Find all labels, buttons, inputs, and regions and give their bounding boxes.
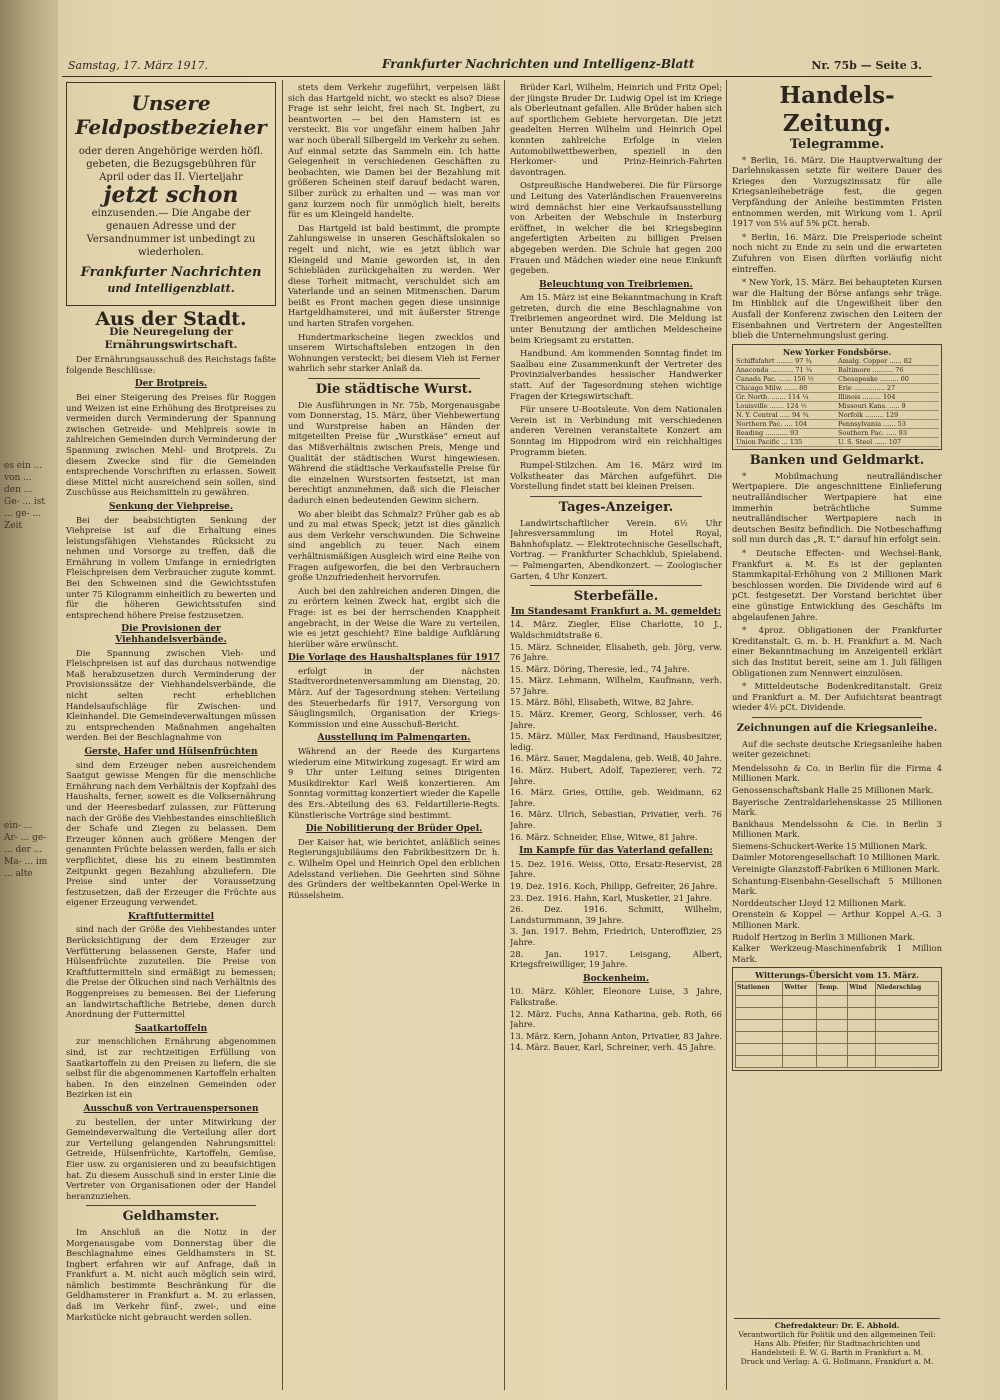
feldpost-text-1: oder deren Angehörige werden höfl. gebeten, die Bezugsgebühren für April oder das II. Vierteljahr	[78, 146, 264, 183]
stock-quote: Anaconda ........... 71 ¼	[735, 366, 837, 375]
weather-cell	[875, 1043, 938, 1055]
column-3	[510, 82, 722, 1392]
article-paragraph: Für unsere U-Bootsleute. Von dem Nationalen Verein ist in Verbindung mit verschiedenen anderen Vereinen veranstaltete Konzert am Sonntag im Hippodrom wird ein reichhaltiges Programm bieten.	[510, 404, 722, 457]
binding-gutter	[0, 0, 58, 1400]
article-paragraph: Bei der beabsichtigten Senkung der Viehpreise ist auf die Erhaltung eines leistungsfähigen Viehstandes Rücksicht zu nehmen und Vorsorge zu treffen, daß die Ernährung in vollem Umfange in erniedrigten Fleischpreisen dem Verbraucher zugute kommt. Bei den Schweinen sind die Gewichtsstufen unter 75 Kilogramm einheitlich zu bewerten und für die höheren Gewichtsstufen sind entsprechend höhere Preise festzusetzen.	[66, 514, 276, 620]
article-title: Sterbefälle.	[573, 589, 659, 605]
header-issue: Nr. 75b — Seite 3.	[811, 59, 922, 72]
stock-quote: Northern Pac. .... 104	[735, 420, 837, 429]
article-paragraph: * 4proz. Obligationen der Frankfurter Kreditanstalt. G. m. b. H. Frankfurt a. M. Nach einer Bekanntmachung im Anzeigenteil erklärt sich das Institut bereit, seine am 1. Juli fälligen Obligationen zum Nennwert einzulösen.	[732, 625, 942, 678]
gutter-fragment: es ein ... von ... den ... Ge- ... ist ... ge- ... Zeit	[4, 461, 45, 531]
imprint-responsible: Verantwortlich für Politik und den allgemeinen Teil: Hans Alb. Pfeifer; für Stadtnachrichten und Handelsteil: E. W. G. Barth in Frankfurt a. M.	[738, 1330, 936, 1357]
weather-cell	[817, 1031, 848, 1043]
subscription-entry: Norddeutscher Lloyd 12 Millionen Mark.	[732, 897, 907, 908]
death-notice-entry: 15. März. Kremer, Georg, Schlosser, verh. 46 Jahre.	[510, 709, 722, 730]
subheading: Kraftfuttermittel	[127, 911, 215, 922]
weather-cell	[817, 1043, 848, 1055]
stock-quote: Union Pacific ... 135	[735, 438, 837, 447]
weather-cell	[736, 1019, 783, 1031]
article-paragraph: Die Spannung zwischen Vieh- und Fleischpreisen ist auf das durchaus notwendige Maß herabzusetzen durch Verminderung der Provisionssätze der Viehhandelsverbände, die nicht selten recht erheblichen Handelsaufschläge für Zwischen- und Kleinhandel. Die Gemeindeverwaltungen müssen zu entsprechenden Maßnahmen angehalten werden. Bei der Beschlagnahme von	[66, 647, 276, 743]
weather-cell	[817, 1007, 848, 1019]
stock-quote: Chesapeake ......... 60	[837, 375, 939, 384]
weather-cell	[848, 995, 875, 1007]
stock-quote: Schiffsfahrt ........ 97 ¾	[735, 357, 837, 366]
weather-cell	[848, 1007, 875, 1019]
weather-cell	[783, 1043, 817, 1055]
stock-quote: Illinois ......... 104	[837, 393, 939, 402]
weather-column-header: Temp.	[817, 982, 848, 996]
article-paragraph: * New York, 15. März. Bei behaupteten Kursen war die Haltung der Börse anfangs sehr träge. Im Hinblick auf die Ungewißheit über den Ausfall der Konferenz zwischen den Leitern der Eisenbahnen und Vertretern der Angestellten blieb die Unternehmungslust gering.	[732, 277, 942, 341]
page-header	[62, 56, 932, 77]
article-title: Die städtische Wurst.	[315, 382, 473, 398]
divider	[308, 378, 480, 379]
article-paragraph: Während an der Reede des Kurgartens wiederum eine Mitwirkung zugesagt. Er wird am 9 Uhr unter Leitung seines Dirigenten Musikdirektor Karl Weiß konzertieren. Am Sonntag vormittag konzertiert wieder die Kapelle des Ers.-Abteilung des 63. Feldartillerie-Regts. Künstlerische Vorträge sind bestimmt.	[288, 746, 500, 820]
stock-exchange-table	[732, 344, 942, 451]
subscription-list	[732, 763, 942, 965]
fallen-soldier-entry: 26. Dez. 1916. Schmitt, Wilhelm, Landsturmmann, 39 Jahre.	[510, 904, 722, 925]
fallen-soldier-entry: 19. Dez. 1916. Koch, Philipp, Gefreiter, 26 Jahre.	[510, 880, 718, 891]
column-rule	[282, 80, 283, 1390]
stock-quote: Amalg. Copper ...... 82	[837, 357, 939, 366]
article-paragraph: * Mobilmachung neutralländischer Wertpapiere. Die angeschnittene Einlieferung neutralländischer Wertpapiere hat eine immerhin beträchtliche Summe neutralländischer Wertpapiere nach in deutschen Besitz befindlich. Die Notbeschaffung soll nun durch das „R. T.“ darauf hin erfolgt sein.	[732, 470, 942, 545]
death-notice-entry: 16. März. Hubert, Adolf, Tapezierer, verh. 72 Jahre.	[510, 765, 722, 786]
article-paragraph: Der Kaiser hat, wie berichtet, anläßlich seines Regierungsjubiläums den Fabrikbesitzern Dr. h. c. Wilhelm Opel und Heinrich Opel den erblichen Adelsstand verliehen. Die Geehrten sind Söhne des Gründers der weltbekannten Opel-Werke in Rüsselsheim.	[288, 836, 500, 900]
subscription-entry: Orenstein & Koppel — Arthur Koppel A.-G. 3 Millionen Mark.	[732, 909, 942, 931]
weather-row	[736, 1007, 939, 1019]
feldpost-emphasis: jetzt schon	[103, 182, 239, 208]
feldpost-text-2: einzusenden.— Die Angabe der genauen Adresse und der Versandnummer ist unbedingt zu wiederholen.	[86, 207, 256, 258]
article-paragraph: Die Ausführungen in Nr. 75b, Morgenausgabe vom Donnerstag, 15. März, über Viehbewertung und Wurstpreise haben an Händen der mitgeteilten Preise für „Wurstkäse“ erneut auf das Mißverhältnis zwischen Preis, Menge und Qualität der städtischen Wurst hingewiesen. Während die städtische Verkaufsstelle Preise für die einzelnen Wurstsorten festsetzt, ist man berechtigt anzunehmen, daß sich die Fleischer dadurch einen bedeutenden Gewinn sichern.	[288, 399, 500, 505]
death-notice-entry: 15. März. Böhl, Elisabeth, Witwe, 82 Jahre.	[510, 697, 694, 708]
feldpost-title: Unsere Feldpostbezieher	[75, 91, 267, 139]
section-title: Aus der Stadt.	[95, 307, 247, 330]
death-notice-entry: 13. März. Kern, Johann Anton, Privatier, 83 Jahre.	[510, 1030, 722, 1041]
weather-column-header: Wind	[848, 982, 875, 996]
header-paper-name: Frankfurter Nachrichten und Intelligenz-Blatt	[382, 57, 695, 71]
stock-grid	[735, 357, 939, 447]
subheading: Beleuchtung von Treibriemen.	[539, 279, 693, 290]
article-paragraph: zu bestellen, der unter Mitwirkung der Gemeindeverwaltung die Verteilung aller dort zur Verteilung gelangenden Nahrungsmittel: Getreide, Hülsenfrüchte, Kartoffeln, Gemüse, Eier usw. zu organisieren und zu beaufsichtigen hat. Zu diesem Ausschuß sind in erster Linie die Vertreter von Organisationen oder der Handel heranzuziehen.	[66, 1116, 276, 1201]
death-notice-entry: 15. März. Müller, Max Ferdinand, Hausbesitzer, ledig.	[510, 731, 722, 752]
stock-quote: Reading ........... 93	[735, 429, 837, 438]
article-paragraph: Im Anschluß an die Notiz in der Morgenausgabe vom Donnerstag über die Beschlagnahme eines Geldhamsters in St. Ingbert erfahren wir auf Anfrage, daß in Frankfurt a. M. nicht auch möglich sein wird, nämlich bestimmte Beschränkung für die Geldhamsterer in Frankfurt a. M. zu erlassen, daß im Verkehr fünf-, zwei-, und eine Markstücke nicht gebraucht werden sollen.	[66, 1226, 276, 1322]
weather-row	[736, 1043, 939, 1055]
article-paragraph: Handbund. Am kommenden Sonntag findet im Saalbau eine Zusammenkunft der Vertreter des Provinzialverbandes hessischer Handwerker statt. Auf der Tagesordnung stehen wichtige Fragen der Kriegswirtschaft.	[510, 348, 722, 401]
subscription-entry: Mendelssohn & Co. in Berlin für die Firma 4 Millionen Mark.	[732, 762, 942, 784]
article-title: Geldhamster.	[122, 1209, 220, 1225]
weather-cell	[848, 1055, 875, 1067]
death-notice-entry: 14. März. Bauer, Karl, Schreiner, verh. 45 Jahre.	[510, 1042, 716, 1053]
weather-cell	[848, 1031, 875, 1043]
imprint	[734, 1318, 940, 1366]
divider	[752, 717, 922, 718]
subheading: Ausschuß von Vertrauenspersonen	[83, 1103, 259, 1114]
imprint-editor: Chefredakteur: Dr. E. Abhold.	[774, 1321, 900, 1330]
column-rule	[504, 80, 505, 1390]
article-paragraph: * Deutsche Effecten- und Wechsel-Bank, Frankfurt a. M. Es ist der geplanten Stammkapital-Erhöhung von 2 Millionen Mark beschlossen worden. Die Dividende wird auf 6 pCt. festgesetzt. Der Vorstand berichtet über eine günstige Entwicklung des Geschäfts im abgelaufenen Jahre.	[732, 548, 942, 622]
column-2	[288, 82, 500, 1392]
article-paragraph: * Berlin, 16. März. Die Hauptverwaltung der Darlehnskassen setzte für weitere Dauer des Krieges den Vorzugszinssatz für alle Kriegsanleihebeträge fest, die gegen Verpfändung der Anleihe bestimmten Fristen entnommen werden, mit Wirkung vom 1. April 1917 von 5⅛ auf 5% pCt. herab.	[732, 154, 942, 229]
stock-quote: U. S. Steel ...... 107	[837, 438, 939, 447]
weather-cell	[875, 1007, 938, 1019]
header-date: Samstag, 17. März 1917.	[68, 59, 209, 72]
subheading: Bockenheim.	[583, 973, 649, 984]
article-paragraph: stets dem Verkehr zugeführt, verpeisen läßt sich das Hartgeld nicht, wo steckt es also? Diese Frage ist sehr leicht, frei nach St. Ingbert, zu beantworten — bei den Hamstern ist es versteckt. Bis vor ungefähr einem halben Jahr war noch überall Silbergeld im Verkehr zu sehen. Auf einmal setzte das Sammeln ein. Ich hatte Gelegenheit in verschiedenen Geschäften zu beobachten, wie Damen bei der Bezahlung mit größeren Scheinen steif darauf bedacht waren, Silber zurück zu erhalten und — was man vor ganz kurzem noch für unmöglich hielt, bereits für es um Kleingeld handelte.	[288, 82, 500, 220]
subheading: Die Nobilitierung der Brüder Opel.	[305, 824, 483, 835]
weather-column-header: Wetter	[783, 982, 817, 996]
weather-column-header: Stationen	[736, 982, 783, 996]
feldpost-signature: Frankfurter Nachrichten	[80, 264, 262, 280]
death-notice-entry: 10. März. Köhler, Eleonore Luise, 3 Jahre, Falkstraße.	[510, 986, 722, 1007]
imprint-publisher: Druck und Verlag: A. G. Hollmann, Frankfurt a. M.	[740, 1357, 934, 1366]
weather-cell	[736, 1055, 783, 1067]
weather-cell	[875, 995, 938, 1007]
subheading: Im Standesamt Frankfurt a. M. gemeldet:	[510, 606, 722, 617]
weather-cell	[875, 1055, 938, 1067]
weather-table	[735, 981, 939, 1068]
fallen-soldier-entry: 15. Dez. 1916. Weiss, Otto, Ersatz-Reservist, 28 Jahre.	[510, 858, 722, 880]
article-paragraph: sind dem Erzeuger neben ausreichendem Saatgut gewisse Mengen für die menschliche Ernährung nach dem Verhältnis der Kopfzahl des Haushalts, ferner, soweit es die Volksernährung und der Heeresbedarf zulassen, zur Fütterung nach der Größe des Viehbestandes einschließlich der Schafe und Ziegen zu belassen. Dem Erzeuger können auch größere Mengen der genannten Früchte belassen werden, falls er sich verpflichtet, diese bis zu einem bestimmten Zeitpunkt gegen Bezahlung abzuliefern. Die Preise sind unter der Voraussetzung festzusetzen, daß der Erzeuger die Früchte aus eigener Erzeugung verwendet.	[66, 759, 276, 908]
fallen-soldier-entry: 23. Dez. 1916. Hahn, Karl, Musketier, 21 Jahre.	[510, 892, 713, 903]
subheading: Der Brotpreis.	[134, 379, 208, 390]
article-paragraph: Auch bei den zahlreichen anderen Dingen, die zu erörtern keinen Zweck hat, ergibt sich die Frage: ist es bei der herrschenden Knappheit angebracht, in der Weise die Ware zu verteilen, wie es jetzt geschieht? Eine baldige Aufklärung hierüber wäre erwünscht.	[288, 585, 500, 649]
article-paragraph: sind nach der Größe des Viehbestandes unter Berücksichtigung der dem Erzeuger zur Verfütterung belassenen Gerste, Hafer und Hülsenfrüchte zuzuteilen. Die Preise von Kraftfuttermitteln sind ermäßigt zu bemessen; die Preise der Ölkuchen sind nach Verhältnis des Roggenpreises zu bemessen. Bei der Lieferung an landwirtschaftliche Betriebe, denen durch Anordnung der Futtermittel	[66, 924, 276, 1020]
article-paragraph: erfolgt in der nächsten Stadtverordnetenversammlung am Dienstag, 20. März. Auf der Tagesordnung stehen: Verteilung des Steuerbedarfs für 1917, Versorgung von Säuglingsmilch, Organisation der Kriegs-Kommission und eine Ausschuß-Bericht.	[288, 665, 500, 729]
column-1	[66, 82, 276, 1392]
weather-cell	[736, 1007, 783, 1019]
article-paragraph: Auf die sechste deutsche Kriegsanleihe haben weiter gezeichnet:	[732, 738, 942, 760]
weather-row	[736, 995, 939, 1007]
weather-cell	[848, 1019, 875, 1031]
subheading: Saatkartoffeln	[134, 1023, 208, 1034]
article-paragraph: Bei einer Steigerung des Preises für Roggen und Weizen ist eine Erhöhung des Brotpreises zu vermeiden durch Verminderung der Spannung zwischen Getreide- und Mehlpreis sowie in zahlreichen Gemeinden durch Verminderung der Spannung zwischen Mehl- und Brotpreis. Zu diesem Zwecke sind für die Gemeinden entsprechende Vorschriften zu erlassen. Soweit diese Mittel nicht ausreichend sein sollen, sind Zuschüsse aus Reichsmitteln zu gewähren.	[66, 391, 276, 498]
gutter-fragment: ein- ... Ar- ... ge- ... der ... Ma- ... im ... alte	[4, 821, 48, 879]
fallen-soldiers-list	[510, 859, 722, 970]
article-paragraph: Der Ernährungsausschuß des Reichstags faßte folgende Beschlüsse:	[66, 354, 276, 375]
death-notice-entry: 15. März. Lehmann, Wilhelm, Kaufmann, verh. 57 Jahre.	[510, 675, 722, 696]
article-paragraph: Wo aber bleibt das Schmalz? Früher gab es ab und zu mal etwas Speck; jetzt ist dies gänzlich aus dem Verkehr verschwunden. Die Schweine sind angeblich zu teuer. Nach einem verhältnismäßigen Ausgleich wird eine Reihe von Fragen aufgeworfen, die bei den Verbrauchern große Unzufriedenheit hervorrufen.	[288, 508, 500, 583]
weather-cell	[783, 1055, 817, 1067]
stock-quote: Norfolk ......... 129	[837, 411, 939, 420]
article-title: Zeichnungen auf die Kriegsanleihe.	[736, 722, 938, 734]
weather-cell	[875, 1019, 938, 1031]
article-paragraph: Brüder Karl, Wilhelm, Heinrich und Fritz Opel; der jüngste Bruder Dr. Ludwig Opel ist im Kriege als Oberleutnant gefallen. Alle Brüder haben sich auf sportlichem Gebiete hervorgetan. Die jetzt geadelten Herren Wilhelm und Heinrich Opel konnten zahlreiche Erfolge in vielen Automobilwettbewerben, speziell in den Herkomer- und Prinz-Heinrich-Fahrten davontragen.	[510, 82, 722, 177]
weather-cell	[736, 1043, 783, 1055]
fallen-soldier-entry: 28. Jan. 1917. Leisgang, Albert, Kriegsfreiwilliger, 19 Jahre.	[510, 948, 722, 970]
death-notice-list	[510, 986, 722, 1053]
weather-cell	[848, 1043, 875, 1055]
divider	[530, 496, 702, 497]
weather-cell	[783, 1031, 817, 1043]
subheading: Die Provisionen der Viehhandelsverbände.	[115, 624, 227, 646]
weather-column-header: Niederschlag	[875, 982, 938, 996]
subscription-entry: Kalker Werkzeug-Maschinenfabrik 1 Million Mark.	[732, 943, 942, 964]
subscription-entry: Rudolf Hertzog in Berlin 3 Millionen Mark.	[732, 931, 915, 942]
feldpost-notice-box	[66, 82, 276, 306]
stock-quote: Missouri Kans. ..... 9	[837, 402, 939, 411]
column-4	[732, 82, 942, 1312]
subscription-entry: Genossenschaftsbank Halle 25 Millionen Mark.	[732, 784, 934, 795]
article-paragraph: Rumpel-Stilzchen. Am 16. März wird im Volkstheater das Märchen aufgeführt. Die Vorstellung findet statt bei kleinen Preisen.	[510, 460, 722, 492]
weather-cell	[783, 1007, 817, 1019]
article-title: Die Neuregelung der Ernährungswirtschaft.	[104, 326, 238, 352]
subheading: Ausstellung im Palmengarten.	[317, 733, 471, 744]
death-notice-entry: 15. März. Schneider, Elisabeth, geb. Jörg, verw. 76 Jahre.	[510, 641, 722, 663]
weather-cell	[783, 1019, 817, 1031]
subheading: Senkung der Viehpreise.	[108, 501, 234, 512]
fallen-soldier-entry: 3. Jan. 1917. Behm, Friedrich, Unteroffizier, 25 Jahre.	[510, 926, 722, 947]
subscription-entry: Bayerische Zentraldarlehenskasse 25 Millionen Mark.	[732, 796, 942, 818]
article-title: Banken und Geldmarkt.	[749, 453, 925, 469]
telegram-heading: Telegramme.	[789, 137, 885, 152]
feldpost-signature-2: und Intelligenzblatt.	[107, 281, 235, 295]
weather-cell	[817, 995, 848, 1007]
table-title: Witterungs-Übersicht vom 15. März.	[755, 970, 919, 981]
subheading: Im Kampfe für das Vaterland gefallen:	[519, 846, 713, 857]
weather-row	[736, 1019, 939, 1031]
death-notice-entry: 16. März. Gries, Ottilie, geb. Weidmann, 62 Jahre.	[510, 787, 722, 808]
stock-quote: Pennsylvania ...... 53	[837, 420, 939, 429]
business-section-title: Handels-Zeitung.	[779, 82, 895, 137]
article-paragraph: * Berlin, 16. März. Die Preisperiode scheint noch nicht zu Ende zu sein und die erwarteten Zufuhren von Eisen dürften vorläufig nicht eintreffen.	[732, 231, 942, 274]
article-paragraph: Am 15. März ist eine Bekanntmachung in Kraft getreten, durch die eine Beschlagnahme von Treibriemen angeordnet wird. Die Meldung ist unter Benutzung der amtlichen Meldescheine beim Kriegsamt zu erstatten.	[510, 292, 722, 345]
stock-quote: N. Y. Central ..... 94 ¾	[735, 411, 837, 420]
death-notice-entry: 12. März. Fuchs, Anna Katharina, geb. Roth, 66 Jahre.	[510, 1008, 722, 1030]
subscription-entry: Daimler Motorengesellschaft 10 Millionen Mark.	[732, 852, 940, 863]
article-paragraph: zur menschlichen Ernährung abgenommen sind, ist zur rechtzeitigen Erfüllung von Saatkartoffeln zu den Preisen zu liefern, die sie selbst für die abgenommenen Kartoffeln erhalten haben. In den einzelnen Gemeinden oder Bezirken ist ein	[66, 1036, 276, 1100]
stock-quote: Southern Pac. ..... 93	[837, 429, 939, 438]
subheading: Gerste, Hafer und Hülsenfrüchten	[84, 746, 258, 757]
death-notice-entry: 16. März. Schneider, Elise, Witwe, 81 Jahre.	[510, 831, 698, 842]
weather-cell	[736, 1031, 783, 1043]
divider	[86, 1205, 256, 1206]
stock-quote: Canada Pac. ...... 156 ½	[735, 375, 837, 384]
article-paragraph: Ostpreußische Handweberei. Die für Fürsorge und Leitung des Vaterländischen Frauenvereins wird demnächst hier eine Verkaufsausstellung von Arbeiten der Webschule in Insterburg eröffnet, in welcher die bei Kriegsbeginn angefertigten Arbeiten zu billigen Preisen abgegeben werden. Die Schule hat gegen 200 Frauen und Mädchen wieder eine neue Einkunft gegeben.	[510, 180, 722, 276]
column-rule	[726, 80, 727, 1390]
stock-quote: Chicago Milw. ...... 80	[735, 384, 837, 393]
article-paragraph: * Mitteldeutsche Bodenkreditanstalt. Greiz und Frankfurt a. M. Der Aufsichtsrat beantragt wieder 4½ pCt. Dividende.	[732, 681, 942, 713]
death-notice-list	[510, 619, 722, 842]
subscription-entry: Schantung-Eisenbahn-Gesellschaft 5 Millionen Mark.	[732, 875, 942, 897]
weather-row	[736, 1031, 939, 1043]
death-notice-entry: 16. März. Sauer, Magdalena, geb. Weiß, 40 Jahre.	[510, 753, 722, 764]
subscription-entry: Vereinigte Glanzstoff-Fabriken 6 Millionen Mark.	[732, 864, 941, 875]
stock-quote: Louisville ....... 124 ½	[735, 402, 837, 411]
weather-row	[736, 1055, 939, 1067]
article-paragraph: Hundertmarkscheine liegen zwecklos und unserem Wirtschaftsleben entzogen in den Wohnungen versteckt; bei diesem Vieh ist Ferner wahrlich sehr starker Anlaß da.	[288, 331, 500, 374]
table-title: New Yorker Fondsbörse.	[782, 346, 892, 357]
weather-cell	[783, 995, 817, 1007]
stock-quote: Baltimore .......... 76	[837, 366, 939, 375]
divider	[530, 585, 702, 586]
stock-quote: Erie ............... 27	[837, 384, 939, 393]
article-paragraph: Das Hartgeld ist bald bestimmt, die prompte Zahlungsweise in unseren Geschäftslokalen so regelt und nicht, wie es jetzt üblich war Kleingeld und Manie geworden ist, in den Schiebläden zurückgehalten zu werden. Wer diese Torheit mitmacht, verschuldet sich am Vaterlande und an seinen Mitmenschen. Darum beißt es Front machen gegen diese unsinnige Hartgeldhamsterei, und mit äußerster Strenge und harten Strafen vorgehen.	[288, 222, 500, 329]
article-paragraph: Landwirtschaftlicher Verein. 6½ Uhr Jahresversammlung im Hotel Royal, Bahnhofsplatz. — Elektrotechnische Gesellschaft, Vortrag. — Frankfurter Schachklub, Spielabend. — Palmengarten, Abendkonzert. — Zoologischer Garten, 4 Uhr Konzert.	[510, 517, 722, 581]
weather-cell	[817, 1055, 848, 1067]
weather-cell	[875, 1031, 938, 1043]
weather-cell	[736, 995, 783, 1007]
death-notice-entry: 16. März. Ulrich, Sebastian, Privatier, verh. 76 Jahre.	[510, 809, 722, 830]
subscription-entry: Bankhaus Mendelssohn & Cie. in Berlin 3 Millionen Mark.	[732, 818, 942, 840]
weather-table-box	[732, 967, 942, 1070]
weather-cell	[817, 1019, 848, 1031]
subscription-entry: Siemens-Schuckert-Werke 15 Millionen Mark.	[732, 840, 928, 851]
stock-quote: Gr. North. ....... 114 ¼	[735, 393, 837, 402]
subheading: Die Vorlage des Haushaltsplanes für 1917	[288, 653, 500, 664]
death-notice-entry: 15. März. Döring, Theresie, led., 74 Jahre.	[510, 663, 690, 674]
article-title: Tages-Anzeiger.	[558, 499, 674, 515]
death-notice-entry: 14. März. Ziegler, Elise Charlotte, 10 J., Waldschmidtstraße 6.	[510, 619, 722, 640]
